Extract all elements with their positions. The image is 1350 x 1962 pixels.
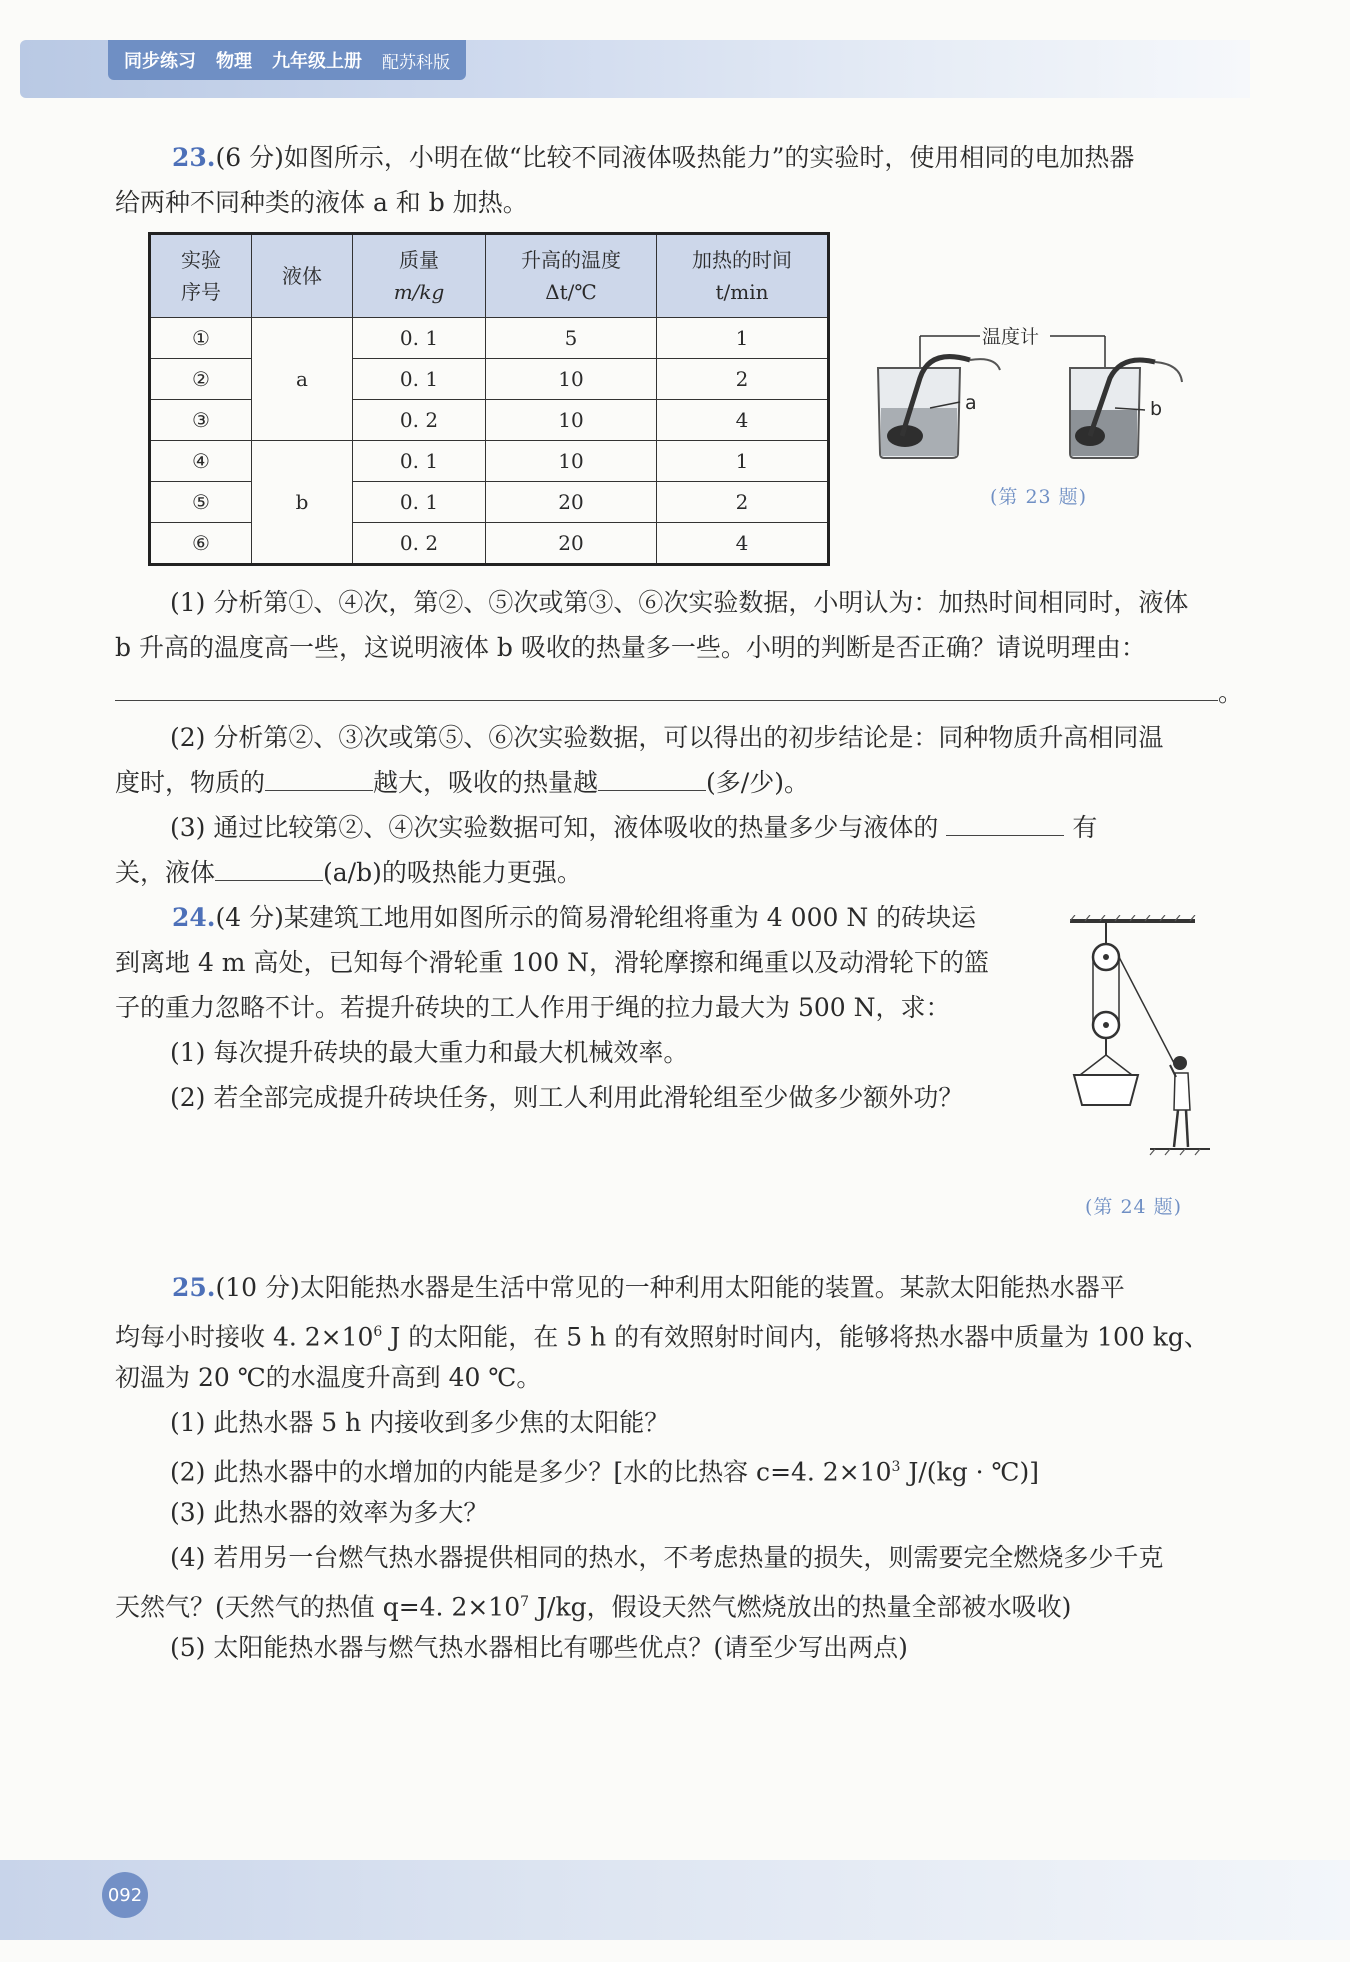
- q23-p2-line2: 度时，物质的 越大，吸收的热量越 (多/少)。: [115, 760, 809, 805]
- q23-p2-line1: (2) 分析第②、③次或第⑤、⑥次实验数据，可以得出的初步结论是：同种物质升高相同温: [170, 723, 1164, 752]
- footer-band: [0, 1860, 1350, 1940]
- q23-p2-blank2[interactable]: [598, 764, 706, 791]
- header-grade: 九年级上册: [272, 51, 362, 72]
- col-header-trial: 实验 序号: [150, 234, 252, 318]
- q23-p1-line1: (1) 分析第①、④次，第②、⑤次或第③、⑥次实验数据，小明认为：加热时间相同时，液体: [170, 588, 1189, 617]
- q23-p3-blank2[interactable]: [215, 854, 323, 881]
- q24-caption: (第 24 题): [1085, 1196, 1183, 1218]
- q23-p1-answer-line: 。: [115, 670, 1243, 715]
- col-header-temp: 升高的温度 Δt/℃: [486, 234, 657, 318]
- q23-p3-blank1[interactable]: [946, 809, 1064, 836]
- beaker-b-label: b: [1150, 398, 1163, 420]
- q23-number: 23.: [172, 143, 216, 172]
- q23-p3-line1: (3) 通过比较第②、④次实验数据可知，液体吸收的热量多少与液体的 有: [170, 805, 1097, 850]
- q25-number: 25.: [172, 1273, 216, 1302]
- col-header-mass: 质量 m/kg: [353, 234, 486, 318]
- q24-sub1: (1) 每次提升砖块的最大重力和最大机械效率。: [170, 1038, 689, 1067]
- table-row: ⑥ 0. 2 20 4: [150, 523, 829, 565]
- table-row: ④ b 0. 1 10 1: [150, 441, 829, 482]
- beaker-a-label: a: [965, 392, 977, 414]
- col-header-liquid: 液体: [252, 234, 353, 318]
- q24-line3: 子的重力忽略不计。若提升砖块的工人作用于绳的拉力最大为 500 N，求：: [115, 993, 951, 1022]
- q25-line1: 25.(10 分)太阳能热水器是生活中常见的一种利用太阳能的装置。某款太阳能热水器平: [172, 1273, 1125, 1302]
- header-subject: 物理: [216, 51, 252, 72]
- q25-line3: 初温为 20 ℃的水温度升高到 40 ℃。: [115, 1363, 542, 1392]
- table-row: ⑤ 0. 1 20 2: [150, 482, 829, 523]
- table-row: ① a 0. 1 5 1: [150, 318, 829, 359]
- liquid-b-cell: b: [252, 441, 353, 565]
- q25-sub4-line1: (4) 若用另一台燃气热水器提供相同的热水，不考虑热量的损失，则需要完全燃烧多少千克: [170, 1543, 1164, 1572]
- thermometer-label: 温度计: [982, 326, 1040, 348]
- q24-line2: 到离地 4 m 高处，已知每个滑轮重 100 N，滑轮摩擦和绳重以及动滑轮下的篮: [115, 948, 989, 977]
- table-row: ③ 0. 2 10 4: [150, 400, 829, 441]
- q23-caption: (第 23 题): [990, 486, 1088, 508]
- q25-sub5: (5) 太阳能热水器与燃气热水器相比有哪些优点？(请至少写出两点): [170, 1633, 908, 1662]
- q23-p2-blank1[interactable]: [265, 764, 373, 791]
- q25-sub3: (3) 此热水器的效率为多大？: [170, 1498, 489, 1527]
- q25-sub4-line2: 天然气？(天然气的热值 q=4. $2\times 10^7$ J/kg，假设天然气燃烧放出的热量全部被水吸收): [115, 1592, 1072, 1622]
- q24-number: 24.: [172, 903, 216, 932]
- q24-line1: 24.(4 分)某建筑工地用如图所示的简易滑轮组将重为 4 000 N 的砖块运: [172, 903, 977, 932]
- header-series: 同步练习: [124, 51, 196, 72]
- q25-line2: 均每小时接收 4. $2\times 10^6$ J 的太阳能，在 5 h 的有效照射时间内，能够将热水器中质量为 100 kg、: [115, 1322, 1209, 1352]
- liquid-a-cell: a: [252, 318, 353, 441]
- table-row: ② 0. 1 10 2: [150, 359, 829, 400]
- q23-intro-line1: 23.(6 分)如图所示，小明在做“比较不同液体吸热能力”的实验时，使用相同的电加热器: [172, 143, 1135, 172]
- q25-sub1: (1) 此热水器 5 h 内接收到多少焦的太阳能？: [170, 1408, 670, 1437]
- header-edition: 配苏科版: [382, 52, 450, 73]
- q23-p1-blank[interactable]: [115, 674, 1218, 701]
- table-header-row: [150, 234, 829, 318]
- q24-sub2: (2) 若全部完成提升砖块任务，则工人利用此滑轮组至少做多少额外功？: [170, 1083, 964, 1112]
- q23-p1-line2: b 升高的温度高一些，这说明液体 b 吸收的热量多一些。小明的判断是否正确？请说明理由：: [115, 633, 1146, 662]
- page-number: 092: [102, 1872, 148, 1918]
- q25-sub2: (2) 此热水器中的水增加的内能是多少？[水的比热容 c=4. $2\times 10^3$ J/(kg · ℃)]: [170, 1457, 1040, 1487]
- q23-data-table: [148, 232, 830, 566]
- header-label: [108, 40, 466, 80]
- pulley-figure: [1070, 915, 1220, 1165]
- q23-intro-line2: 给两种不同种类的液体 a 和 b 加热。: [115, 188, 528, 217]
- col-header-time: 加热的时间 t/min: [657, 234, 829, 318]
- q23-p3-line2: 关，液体 (a/b)的吸热能力更强。: [115, 850, 582, 895]
